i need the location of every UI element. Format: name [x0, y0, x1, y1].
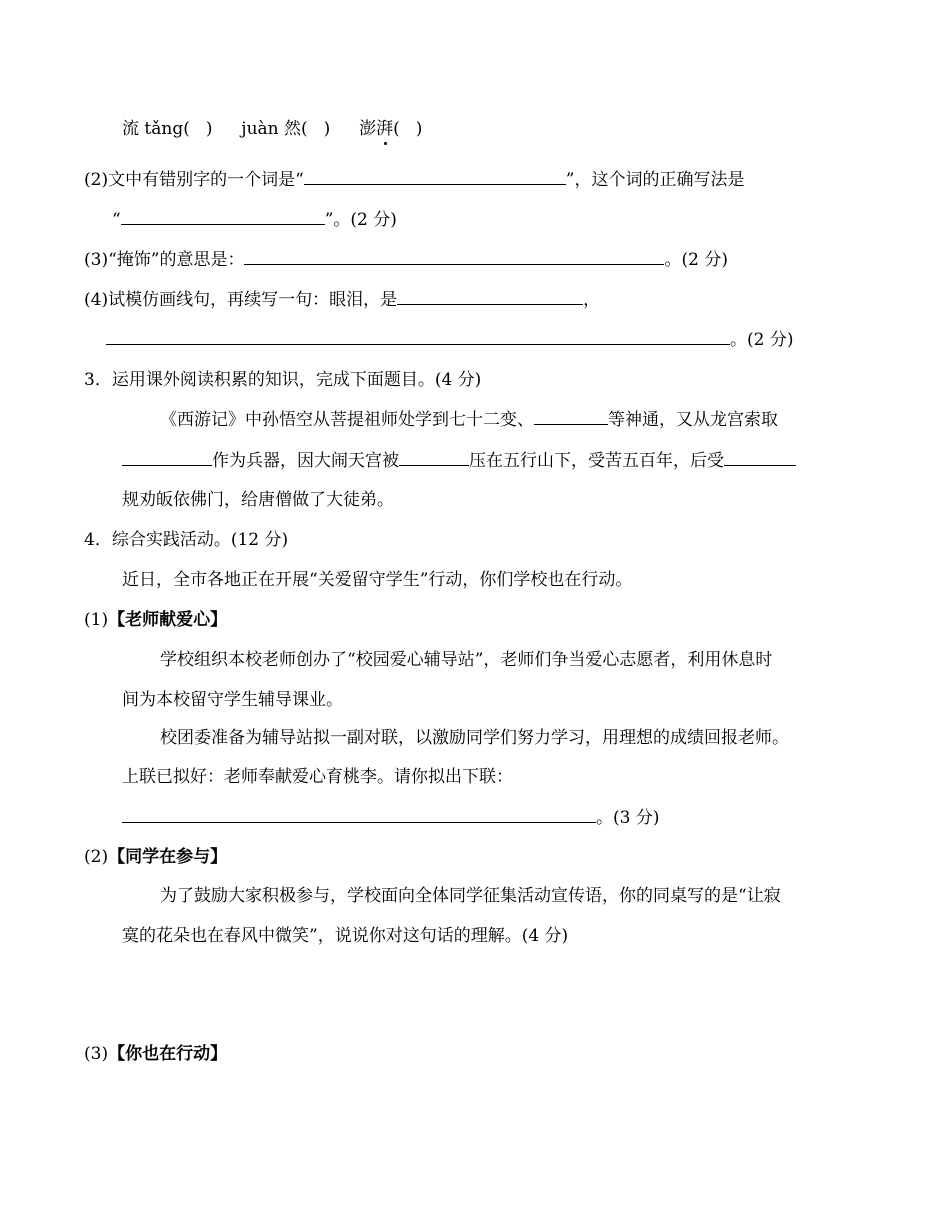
question-4-1-p2-line2: 上联已拟好：老师奉献爱心育桃李。请你拟出下联： — [122, 767, 513, 787]
pinyin-item-a: 流 tǎng( — [122, 119, 190, 139]
question-4-1-p1-line1: 学校组织本校老师创办了“校园爱心辅导站”，老师们争当爱心志愿者，利用休息时 — [160, 650, 773, 670]
question-4-2-heading: (2)【同学在参与】 — [84, 847, 228, 867]
section-title: 【老师献爱心】 — [108, 610, 228, 630]
question-4-1-heading: (1)【老师献爱心】 — [84, 610, 228, 630]
answer-blank[interactable] — [122, 806, 596, 823]
question-3-line1: 《西游记》中孙悟空从菩提祖师处学到七十二变、 等神通，又从龙宫索取 — [160, 410, 778, 430]
question-4-title: 4．综合实践活动。(12 分) — [84, 530, 289, 550]
section-title: 【你也在行动】 — [108, 1044, 228, 1064]
pinyin-item-c: 澎湃( ) — [359, 119, 423, 139]
answer-blank[interactable] — [397, 288, 583, 305]
question-4-2-line2: 寞的花朵也在春风中微笑”，说说你对这句话的理解。(4 分) — [122, 926, 569, 946]
question-4-1-p2-line1: 校团委准备为辅导站拟一副对联，以激励同学们努力学习，用理想的成绩回报老师。 — [160, 728, 789, 748]
question-2-4-line2: 。(2 分) — [106, 328, 793, 351]
question-4-3-heading: (3)【你也在行动】 — [84, 1044, 228, 1064]
answer-blank[interactable] — [304, 168, 566, 185]
answer-blank[interactable] — [399, 449, 469, 466]
question-3-line3: 规劝皈依佛门，给唐僧做了大徒弟。 — [122, 490, 394, 510]
answer-blank[interactable] — [121, 208, 325, 225]
question-4-intro: 近日，全市各地正在开展“关爱留守学生”行动，你们学校也在行动。 — [122, 570, 633, 590]
question-4-1-p1-line2: 间为本校留守学生辅导课业。 — [122, 690, 343, 710]
paren-close: ) — [205, 119, 213, 139]
answer-blank[interactable] — [534, 408, 608, 425]
pinyin-row — [122, 118, 422, 140]
answer-blank[interactable] — [122, 449, 212, 466]
pinyin-item-b: juàn 然( — [241, 119, 308, 139]
answer-blank[interactable] — [106, 328, 730, 345]
question-4-2-line1: 为了鼓励大家积极参与，学校面向全体同学征集活动宣传语，你的同桌写的是“让寂 — [160, 886, 781, 906]
section-title: 【同学在参与】 — [108, 847, 228, 867]
question-2-2-line2: “ ”。(2 分) — [112, 210, 397, 230]
question-2-2-line1: (2)文中有错别字的一个词是“ ”，这个词的正确写法是 — [84, 170, 745, 190]
answer-blank[interactable] — [724, 449, 796, 466]
question-3-title: 3．运用课外阅读积累的知识，完成下面题目。(4 分) — [84, 370, 482, 390]
emphasis-dot-char: 湃 — [376, 119, 394, 139]
question-4-1-answer: 。(3 分) — [122, 806, 659, 829]
question-2-3: (3)“掩饰”的意思是： 。(2 分) — [84, 250, 728, 270]
question-3-line2: 作为兵器，因大闹天宫被 压在五行山下，受苦五百年，后受 — [122, 449, 796, 472]
question-2-4-line1: (4)试模仿画线句，再续写一句：眼泪，是 ， — [84, 290, 601, 310]
paren-close: ) — [323, 119, 331, 139]
answer-blank[interactable] — [244, 248, 664, 265]
